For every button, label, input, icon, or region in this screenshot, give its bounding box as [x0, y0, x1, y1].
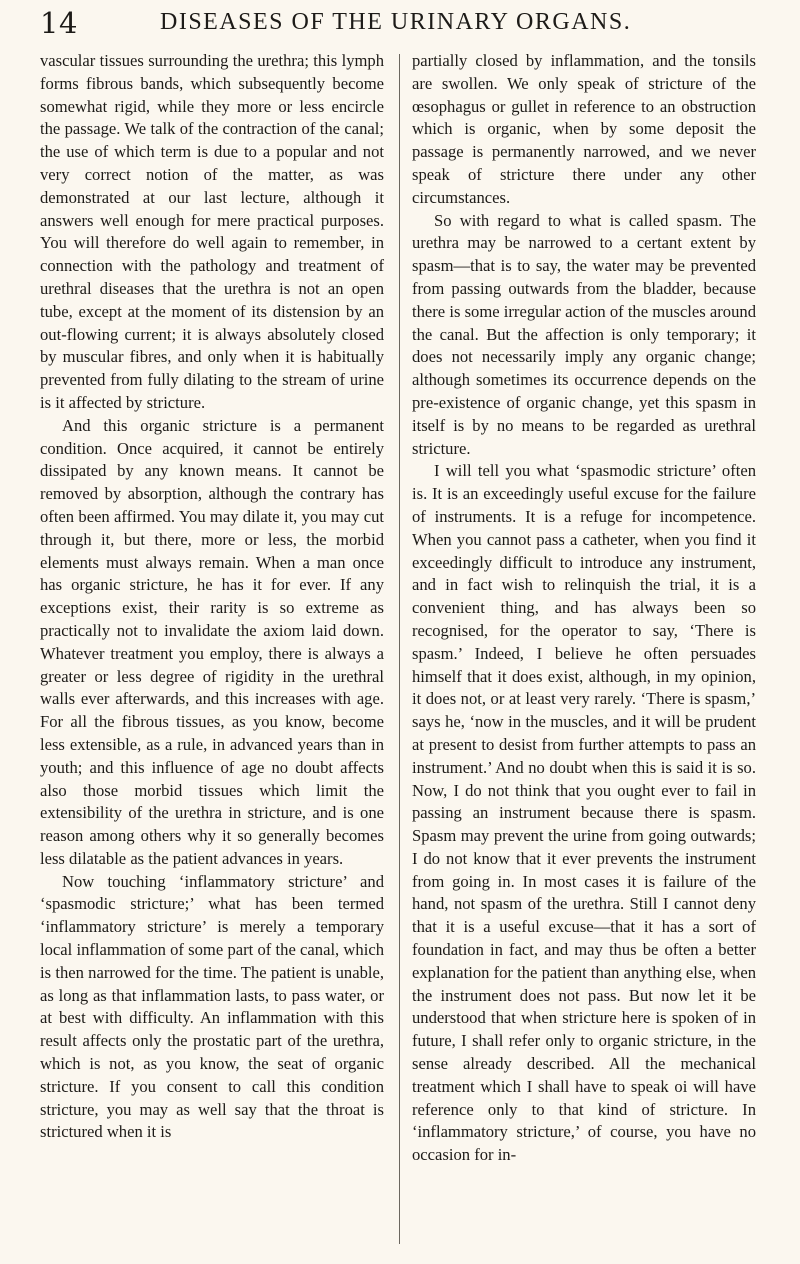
left-paragraph-3: Now touching ‘inflammatory stricture’ and ‘spasmodic stricture;’ what has been termed ‘inflammatory stricture’ is merely a temporary local inflammation of some part of the canal, which is then narrowed for the time. The patient is unable, as long as that inflammation lasts, to pass water, or at best with difficulty. An inflammation with this result affects only the prostatic part of the urethra, which is not, as you know, the seat of organic stricture. If you consent to call this condition stricture, you may as well say that the throat is strictured when it is [40, 871, 384, 1142]
page-number: 14 [40, 6, 78, 40]
running-head: DISEASES OF THE URINARY ORGANS. [160, 9, 632, 35]
page-header [40, 6, 760, 46]
left-column [40, 50, 384, 1144]
left-paragraph-1: vascular tissues surrounding the urethra; this lymph forms fibrous bands, which subsequently become somewhat rigid, while they more or less encircle the passage. We talk of the contraction of the canal; the use of which term is due to a popular and not very correct notion of the matter, as was demonstrated at our last lecture, although it answers well enough for mere practical purposes. You will therefore do well again to remember, in connection with the pathology and treatment of urethral diseases that the urethra is not an open tube, except at the moment of its distension by an out-flowing current; it is always absolutely closed by muscular fibres, and only when it is habitually prevented from fully dilating to the stream of urine is it affected by stricture. [40, 51, 384, 412]
text-columns [40, 50, 760, 1250]
right-paragraph-2: So with regard to what is called spasm. The urethra may be narrowed to a certant extent by spasm—that is to say, the water may be prevented from passing outwards from the bladder, because there is some irregular action of the muscles around the canal. But the affection is only temporary; it does not necessarily imply any organic change; although sometimes its occurrence depends on the pre-existence of organic change, yet this spasm in itself is by no means to be regarded as urethral stricture. [412, 210, 756, 458]
right-paragraph-3: I will tell you what ‘spasmodic stricture’ often is. It is an exceedingly useful excuse for the failure of instruments. It is a refuge for incompetence. When you cannot pass a catheter, when you find it exceedingly difficult to introduce any instrument, and in fact wish to relinquish the trial, it is a convenient thing, and has always been so recognised, for the operator to say, ‘There is spasm.’ Indeed, I believe he often persuades himself that it does exist, although, in my opinion, it does not, or at least very rarely. ‘There is spasm,’ says he, ‘now in the muscles, and it will be prudent at present to desist from further attempts to pass an instrument.’ And no doubt when this is said it is so. Now, I do not think that you ought ever to fail in passing an instrument because there is spasm. Spasm may prevent the urine from going outwards; I do not know that it ever prevents the instrument from going in. In most cases it is failure of the hand, not spasm of the urethra. Still I cannot deny that it is a useful excuse—that it has a sort of foundation in fact, and may thus be often a better explanation for the patient than anything else, when the instrument does not pass. But now let it be understood that when stricture here is spoken of in future, I shall refer only to organic stricture, in the sense already described. All the mechanical treatment which I shall have to speak oi will have reference only to that kind of stricture. In ‘inflammatory stricture,’ of course, you have no occasion for in- [412, 461, 756, 1165]
column-divider [399, 54, 400, 1244]
right-column [412, 50, 756, 1167]
right-paragraph-1: partially closed by inflammation, and the tonsils are swollen. We only speak of stricture of the œsophagus or gullet in reference to an obstruction which is organic, when by some deposit the passage is permanently narrowed, and we never speak of stricture there under any other circumstances. [412, 51, 756, 207]
left-paragraph-2: And this organic stricture is a permanent condition. Once acquired, it cannot be entirely dissipated by any known means. It cannot be removed by absorption, although the contrary has often been affirmed. You may dilate it, you may cut through it, but there, more or less, the morbid elements must always remain. When a man once has organic stricture, he has it for ever. If any exceptions exist, their rarity is so extreme as practically not to invalidate the axiom laid down. Whatever treatment you employ, there is always a greater or less degree of rigidity in the urethral walls ever afterwards, and this increases with age. For all the fibrous tissues, as you know, become less extensible, as a rule, in advanced years than in youth; and this influence of age no doubt affects also those morbid tissues which limit the extensibility of the urethra in stricture, and is one reason among others why it so generally becomes less dilatable as the patient advances in years. [40, 415, 384, 868]
